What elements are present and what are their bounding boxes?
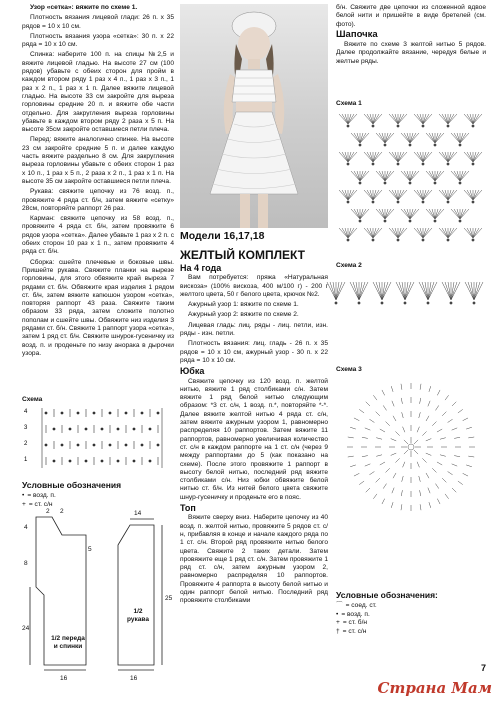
dim-label: 4 xyxy=(24,524,28,531)
pocket-instructions: Карман: свяжите цепочку из 58 возд. п., провяжите 4 ряда ст. б/н, затем провяжите 6 рядов узора «сетка». Далее убавьте 1 раз х 2 п. с обеих сторон 10 раз х 1 п., затем провяжите 4 ряда ст. б/н. xyxy=(22,215,175,256)
scheme-2-label: Схема 2 xyxy=(336,262,362,269)
hat-instructions: Вяжите по схеме 3 желтой нитью 5 рядов. Далее продолжайте вязание, чередуя белые и желтые ряды. xyxy=(336,41,486,65)
model-heading xyxy=(180,230,328,244)
legend-item: † = ст. с/н xyxy=(336,627,367,635)
assembly-instructions: Сборка: сшейте плечевые и боковые швы. Пришейте рукава. Свяжите планки на вырезе горловины, для этого обвяжите край выреза 7 рядами ст. б/н. Обвяжите края изделия 1 рядом ст. б/н, затем вяжите капюшон узором «сетка», повторяя раппорт 43 раза. Свяжите таким образом 33 ряда, затем сложите полотно пополам и сшейте швы. Обвяжите низ изделия 3 рядами ст. б/н. Свяжите 1 раппорт узора «сетка», затем 1 ряд ст. б/н. Свяжите шнурок-гусеничку из возд. п. и проденьте по низу анорака в дырочки узора. xyxy=(22,258,174,357)
double-crochet-symbol: † xyxy=(336,627,340,635)
hat-title: Шапочка xyxy=(336,28,378,40)
mesh-scheme-diagram xyxy=(22,403,172,473)
front-instructions: Перед: вяжите аналогично спинке. На высоте 23 см закройте средние 5 п. и далее каждую часть вяжите раздельно 8 см. Для закругления выреза горловины убавьте с обеих сторон 1 раз х 10 п., 1 раз х 5 п., 2 раза х 2 п., 1 раз х 1 п. На высоте 35 см закройте оставшиеся петли плеча. xyxy=(22,136,174,185)
age-label: На 4 года xyxy=(180,263,222,273)
legend-item: • = возд. п. xyxy=(336,610,370,618)
pattern-pieces xyxy=(22,505,180,690)
svg-text:1: 1 xyxy=(24,457,28,463)
scheme-3-diagram xyxy=(336,372,486,522)
skirt-title: Юбка xyxy=(180,366,205,377)
dim-label: 16 xyxy=(130,675,138,682)
single-crochet-symbol: + xyxy=(336,619,340,626)
dim-label: 2 xyxy=(60,508,64,515)
skirt-instructions: Свяжите цепочку из 120 возд. п. желтой нитью, вяжите 1 ряд столбиками с/н. Затем вяжите 1 ряд белой нитью следующим образом: *3 ст. с/н, 1 возд. п.*, повторяйте *-*. Далее вяжите желтой нитью 4 ряда ст. с/н, затем вяжите ажурным узором 1, равномерно распределяя 10 раппортов. Затем вяжите 11 раппортов, равномерно увеличивая количество ст. с/н в каждом раппорте на 1 ст. с/н (через 9 между раппортами до 5 (как показано на схеме). После этого провяжите 1 раппорт в высоту белой нитью, последний ряд вяжите столбиками с/н. Низ юбки обвяжите белой нитью ст. б/н. Из нитей белого цвета свяжите шнур-гусеничку и проденьте его в пояс. xyxy=(180,377,328,501)
sleeve-instructions: Рукава: свяжите цепочку из 76 возд. п., провяжите 4 ряда ст. б/н, затем вяжите «сетку» 28см, повторяйте раппорт 26 раз. xyxy=(22,188,174,212)
page-number: 7 xyxy=(480,663,486,673)
pattern-note: Узор «сетка»: вяжите по схеме 1. xyxy=(30,4,138,11)
girl-photo-illustration xyxy=(180,4,328,228)
lace-pattern-2: Ажурный узор 2: вяжите по схеме 2. xyxy=(188,311,299,319)
right-legend xyxy=(336,588,486,636)
site-watermark: Страна Мам xyxy=(377,679,492,697)
front-piece-label: 1/2 переда и спинки xyxy=(51,635,85,650)
gauge-mesh: Плотность вязания узора «сетка»: 30 п. х 22 ряда = 10 х 10 см. xyxy=(22,32,174,49)
top-title: Топ xyxy=(180,503,196,514)
chain-symbol: • xyxy=(22,492,25,499)
dim-label: 25 xyxy=(165,595,173,602)
scheme-3-label: Схема 3 xyxy=(336,366,362,373)
stockinette-note: Лицевая гладь: лиц. ряды - лиц. петли, изн. ряды - изн. петли. xyxy=(180,321,328,338)
legend-item: ⌒ = соед. ст. xyxy=(336,602,377,609)
scheme-2-diagram xyxy=(326,270,488,312)
scheme-1-label: Схема 1 xyxy=(336,100,362,107)
sleeve-piece-label: 1/2 рукава xyxy=(127,608,149,623)
left-column xyxy=(22,4,174,360)
top-instructions: Вяжите сверху вниз. Наберите цепочку из 40 возд. п. желтой нитью, провяжите 5 рядов ст. с/н, прибавляя в конце и начале каждого ряда по 1 ст. с/н. Второй ряд провяжите нитью белого цвета. Свяжите 2 таких детали. Затем провяжите еще 1 ряд ст. с/н. Затем провяжите 1 ряд ст. с/н, затем ажурным узором 2, равномерно распределяя 10 раппортов. Провяжите 4 раппорта в высоту белой нитью и один раппорт белой нитью. Последний ряд провяжите столбиками xyxy=(180,514,328,605)
mesh-scheme xyxy=(22,396,172,509)
dim-label: 2 xyxy=(46,508,50,515)
dim-label: 24 xyxy=(22,625,30,632)
right-legend-title: Условные обозначения: xyxy=(336,590,438,600)
gauge-stockinette: Плотность вязания лицевой глади: 26 п. х 35 рядов = 10 х 10 см. xyxy=(22,14,174,30)
lace-pattern-1: Ажурный узор 1: вяжите по схеме 1. xyxy=(188,301,299,309)
dim-label: 8 xyxy=(24,560,28,567)
back-instructions: Спинка: наберите 100 п. на спицы №2,5 и вяжите лицевой гладью. На высоте 27 см (100 рядов) убавьте с обеих сторон для пройм в каждом втором ряду 1 раз х 4 п., 1 раз х 3 п., 1 раз х 2 п., 1 раз х 1 п. Далее вяжите лицевой гладью. На высоте 33 см закройте для выреза горловины средние 20 п. и вяжите обе части отдельно. Для закругления выреза горловины убавьте в каждом втором ряду 2 раза х 5 п. На высоте 35см закройте оставшиеся петли плеча. xyxy=(22,51,174,134)
scheme-label: Схема xyxy=(22,396,43,403)
set-title: ЖЕЛТЫЙ КОМПЛЕКТ xyxy=(180,248,305,262)
model-title: Модели 16,17,18 xyxy=(180,230,265,242)
right-column xyxy=(336,4,486,68)
chain-symbol: • xyxy=(336,610,339,618)
legend-item: + = ст. б/н xyxy=(336,619,368,626)
dim-label: 5 xyxy=(88,546,92,553)
stitch-symbol: + xyxy=(22,500,26,508)
gauge-note: Плотность вязания: лиц. гладь - 26 п. х 35 рядов = 10 х 10 см, ажурный узор - 30 п. х 22 ряда = 10 х 10 см. xyxy=(180,340,328,364)
svg-text:3: 3 xyxy=(24,425,28,431)
svg-text:4: 4 xyxy=(24,409,28,415)
middle-column xyxy=(180,248,328,608)
dim-label: 14 xyxy=(134,510,142,517)
materials: Вам потребуется: пряжа «Натуральная вискоза» (100% вискоза, 400 м/100 г) - 200 г желтого цвета, 50 г белого цвета, крючок №2. xyxy=(180,274,328,298)
model-photo xyxy=(180,4,328,228)
dim-label: 16 xyxy=(60,675,68,682)
straps-note: б/н. Свяжите две цепочки из сложенной вдвое белой нити и пришейте в виде бретелей (см. фото). xyxy=(336,4,486,28)
legend-item: + = ст. с/н xyxy=(22,500,53,508)
legend-item: • = возд. п. xyxy=(22,492,56,499)
svg-text:2: 2 xyxy=(24,441,28,447)
slip-stitch-symbol: ⌒ xyxy=(336,602,343,609)
left-legend-title: Условные обозначения xyxy=(22,480,122,490)
scheme-1-diagram xyxy=(336,108,488,253)
